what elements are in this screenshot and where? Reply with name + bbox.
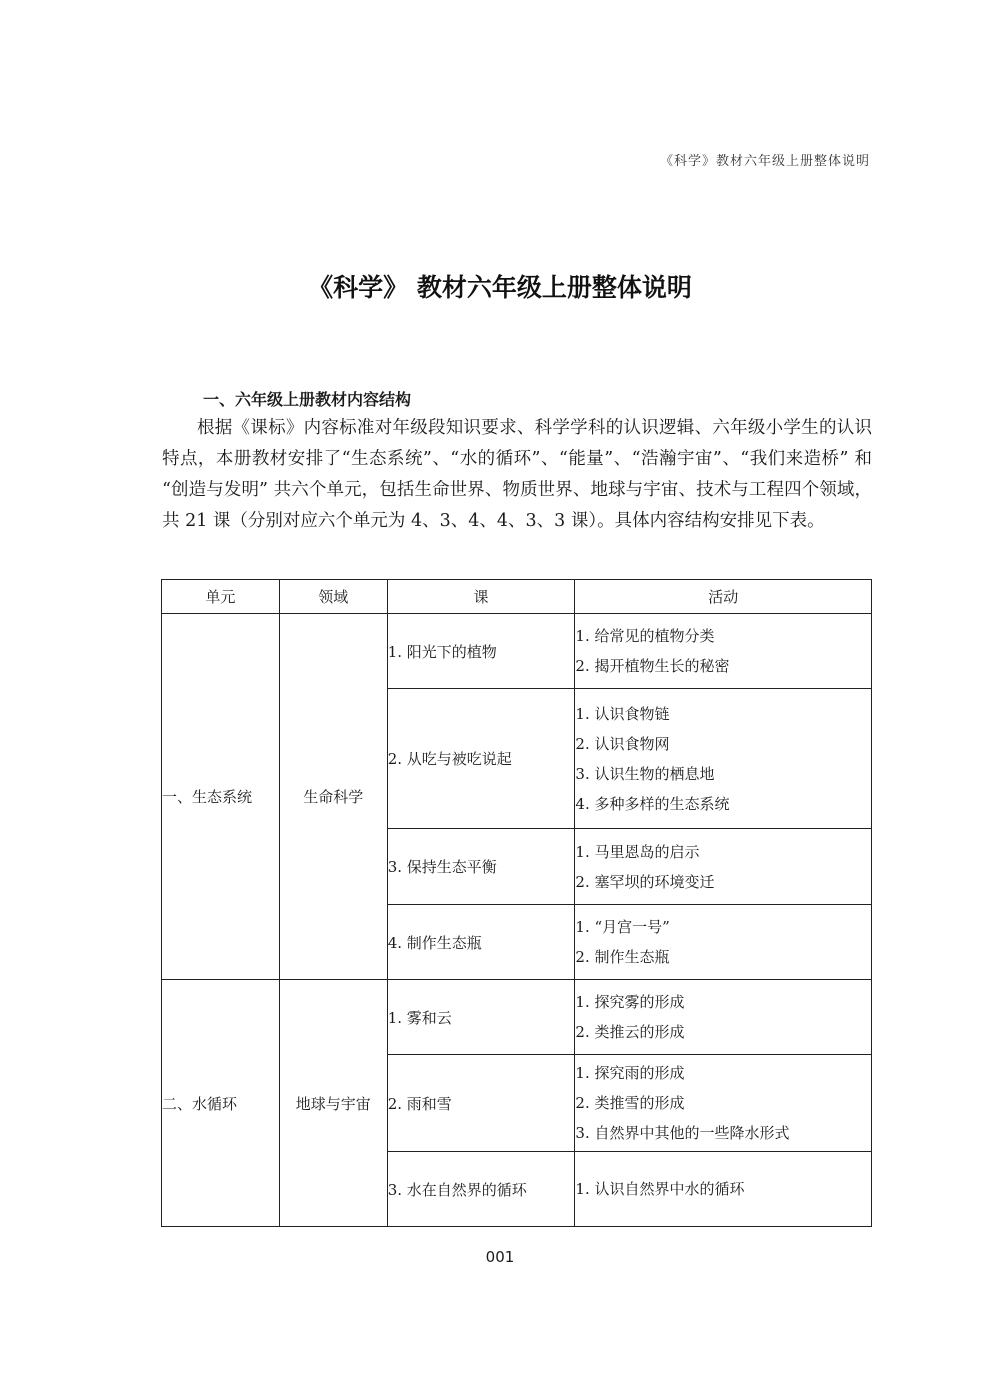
activity-item: 1. 认识自然界中水的循环	[575, 1180, 745, 1198]
activity-item: 1. 马里恩岛的启示	[575, 842, 700, 861]
column-header-lesson: 课	[387, 580, 575, 614]
activities-cell	[575, 689, 872, 829]
activity-item: 2. 类推雪的形成	[575, 1094, 685, 1112]
activity-item: 1. 探究雨的形成	[575, 1064, 685, 1082]
activity-item: 3. 认识生物的栖息地	[575, 764, 715, 783]
activity-item: 2. 塞罕坝的环境变迁	[575, 872, 715, 891]
activity-item: 1. 探究雾的形成	[575, 993, 685, 1011]
column-header-activity: 活动	[575, 580, 872, 614]
page-title: 《科学》 教材六年级上册整体说明	[308, 273, 692, 302]
column-header-domain: 领域	[279, 580, 387, 614]
table-header-row	[162, 580, 872, 614]
lesson-cell: 1. 雾和云	[387, 980, 575, 1055]
running-header: 《科学》教材六年级上册整体说明	[659, 154, 870, 169]
activities-cell	[575, 1055, 872, 1152]
activity-item: 1. 认识食物链	[575, 704, 670, 723]
lesson-cell: 1. 阳光下的植物	[387, 614, 575, 689]
content-structure-table	[161, 579, 872, 1227]
activity-item: 2. 认识食物网	[575, 734, 670, 753]
unit-cell: 二、水循环	[162, 980, 280, 1227]
domain-cell: 生命科学	[279, 614, 387, 980]
activities-cell	[575, 1152, 872, 1227]
activity-item: 4. 多种多样的生态系统	[575, 794, 730, 813]
lesson-cell: 3. 水在自然界的循环	[387, 1152, 575, 1227]
table-row	[162, 614, 872, 689]
activities-cell	[575, 980, 872, 1055]
activity-item: 3. 自然界中其他的一些降水形式	[575, 1124, 790, 1142]
table-row	[162, 980, 872, 1055]
column-header-unit: 单元	[162, 580, 280, 614]
domain-cell: 地球与宇宙	[279, 980, 387, 1227]
activities-cell	[575, 614, 872, 689]
unit-cell: 一、生态系统	[162, 614, 280, 980]
activity-item: 2. 制作生态瓶	[575, 948, 670, 966]
activity-item: 1. 给常见的植物分类	[575, 627, 715, 645]
lesson-cell: 2. 雨和雪	[387, 1055, 575, 1152]
activities-cell	[575, 905, 872, 980]
page-number: 001	[485, 1248, 515, 1266]
section-heading: 一、六年级上册教材内容结构	[203, 390, 412, 409]
lesson-cell: 3. 保持生态平衡	[387, 829, 575, 905]
activity-item: 2. 揭开植物生长的秘密	[575, 657, 730, 675]
lesson-cell: 2. 从吃与被吃说起	[387, 689, 575, 829]
activity-item: 1. “月宫一号”	[575, 918, 670, 936]
intro-paragraph: 根据《课标》内容标准对年级段知识要求、科学学科的认识逻辑、六年级小学生的认识特点，本册教材安排了“生态系统”、“水的循环”、“能量”、“浩瀚宇宙”、“我们来造桥” 和 “创造与发明” 共六个单元，包括生命世界、物质世界、地球与宇宙、技术与工程四个领域，共 21 课（分别对应六个单元为 4、3、4、4、3、3 课）。具体内容结构安排见下表。	[162, 418, 872, 531]
lesson-cell: 4. 制作生态瓶	[387, 905, 575, 980]
activity-item: 2. 类推云的形成	[575, 1023, 685, 1041]
activities-cell	[575, 829, 872, 905]
